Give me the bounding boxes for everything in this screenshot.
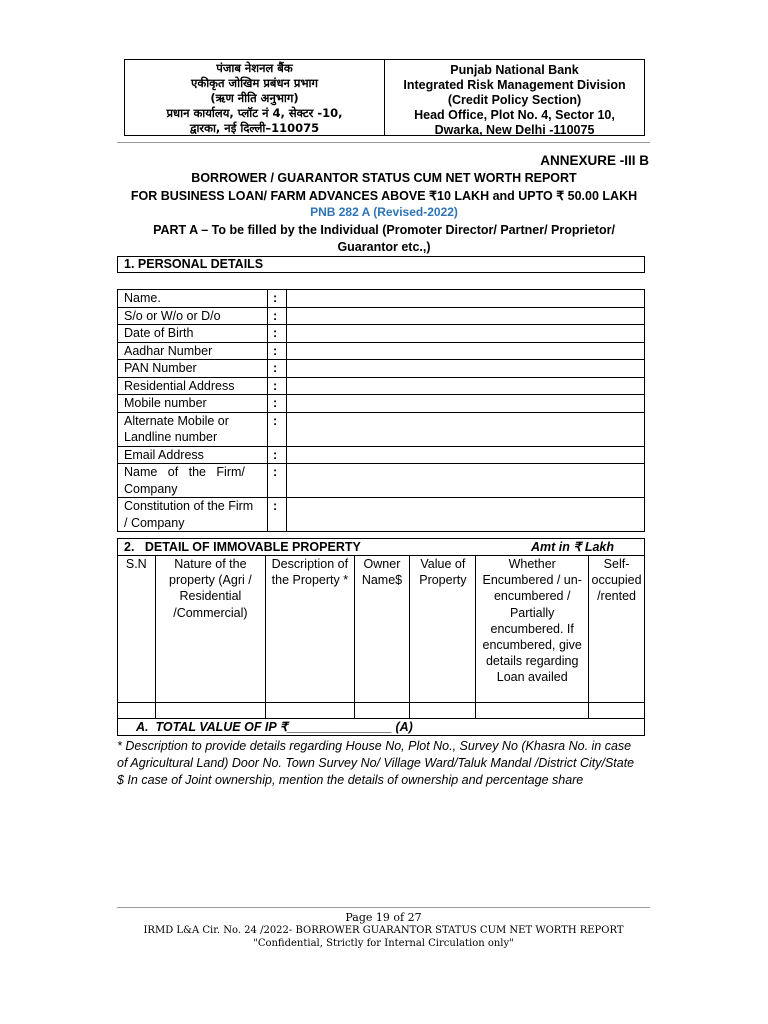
field-separator: : bbox=[268, 325, 287, 343]
field-row bbox=[118, 498, 645, 532]
field-row bbox=[118, 307, 645, 325]
field-label-line: Constitution of the Firm bbox=[124, 499, 254, 513]
field-value[interactable] bbox=[287, 360, 645, 378]
letterhead-english bbox=[385, 60, 644, 138]
hindi-line: (ऋण नीति अनुभाग) bbox=[210, 91, 299, 105]
field-row bbox=[118, 377, 645, 395]
hindi-line: द्वारका, नई दिल्ली–110075 bbox=[189, 121, 320, 135]
hindi-line: पंजाब नेशनल बैंक bbox=[216, 61, 293, 75]
confidential-note: "Confidential, Strictly for Internal Circulation only" bbox=[253, 938, 514, 949]
field-separator: : bbox=[268, 446, 287, 464]
field-separator: : bbox=[268, 290, 287, 308]
field-separator: : bbox=[268, 360, 287, 378]
property-table bbox=[117, 555, 645, 736]
english-line: (Credit Policy Section) bbox=[447, 93, 582, 107]
property-row bbox=[118, 703, 645, 719]
field-separator: : bbox=[268, 377, 287, 395]
field-label: Residential Address bbox=[118, 377, 268, 395]
field-value[interactable] bbox=[287, 498, 645, 532]
note-joint-ownership: $ In case of Joint ownership, mention the details of ownership and percentage share bbox=[117, 773, 584, 787]
field-row bbox=[118, 342, 645, 360]
field-label: Date of Birth bbox=[118, 325, 268, 343]
field-label: Email Address bbox=[118, 446, 268, 464]
field-label-line: / Company bbox=[124, 515, 185, 530]
field-separator: : bbox=[268, 342, 287, 360]
property-header-row bbox=[118, 556, 645, 703]
circular-reference: IRMD L&A Cir. No. 24 /2022- BORROWER GUARANTOR STATUS CUM NET WORTH REPORT bbox=[143, 925, 624, 936]
part-a-heading-cont: Guarantor etc.,) bbox=[337, 240, 431, 254]
field-label-line: Alternate Mobile or bbox=[124, 413, 229, 428]
section-immovable-property bbox=[117, 538, 645, 556]
english-line: Integrated Risk Management Division bbox=[403, 78, 626, 92]
field-row bbox=[118, 464, 645, 498]
col-nature: Nature of the property (Agri / Residential /Commercial) bbox=[155, 556, 266, 703]
field-value[interactable] bbox=[287, 325, 645, 343]
section-title: 2. DETAIL OF IMMOVABLE PROPERTY bbox=[124, 540, 361, 554]
field-value[interactable] bbox=[287, 342, 645, 360]
hindi-line: एकीकृत जोखिम प्रबंधन प्रभाग bbox=[191, 76, 318, 90]
total-row bbox=[118, 719, 645, 736]
field-label bbox=[118, 498, 268, 532]
footer-divider bbox=[117, 907, 650, 908]
hindi-line: प्रधान कार्यालय, प्लॉट नं 4, सेक्टर -10, bbox=[166, 106, 343, 120]
field-label: S/o or W/o or D/o bbox=[118, 307, 268, 325]
col-sn: S.N bbox=[118, 556, 156, 703]
note-description-cont: of Agricultural Land) Door No. Town Survey No/ Village Ward/Taluk Mandal /District City/State bbox=[117, 756, 635, 770]
field-label-line: Name of the Firm/ bbox=[124, 465, 245, 479]
field-label bbox=[118, 464, 268, 498]
cell[interactable] bbox=[589, 703, 645, 719]
form-number: PNB 282 A (Revised-2022) bbox=[310, 205, 458, 219]
col-occupancy: Self-occupied /rented bbox=[589, 556, 645, 703]
english-line: Head Office, Plot No. 4, Sector 10, bbox=[414, 108, 615, 122]
field-row bbox=[118, 446, 645, 464]
cell[interactable] bbox=[266, 703, 354, 719]
field-row bbox=[118, 325, 645, 343]
field-value[interactable] bbox=[287, 290, 645, 308]
cell[interactable] bbox=[118, 703, 156, 719]
field-separator: : bbox=[268, 412, 287, 446]
letterhead-hindi bbox=[125, 60, 385, 136]
amount-unit: Amt in ₹ Lakh bbox=[531, 540, 614, 554]
col-description: Description of the Property * bbox=[266, 556, 354, 703]
cell[interactable] bbox=[155, 703, 266, 719]
field-row bbox=[118, 395, 645, 413]
english-line: Dwarka, New Delhi -110075 bbox=[434, 123, 595, 137]
section-personal-details: 1. PERSONAL DETAILS bbox=[117, 256, 645, 273]
cell[interactable] bbox=[410, 703, 476, 719]
header-divider bbox=[117, 142, 650, 143]
field-label-line: Landline number bbox=[124, 430, 218, 444]
report-title: BORROWER / GUARANTOR STATUS CUM NET WORTH REPORT bbox=[191, 171, 577, 185]
field-value[interactable] bbox=[287, 412, 645, 446]
note-description: * Description to provide details regarding House No, Plot No., Survey No (Khasra No. in case bbox=[117, 739, 632, 753]
personal-details-table bbox=[117, 289, 645, 532]
field-separator: : bbox=[268, 464, 287, 498]
field-separator: : bbox=[268, 498, 287, 532]
english-line: Punjab National Bank bbox=[450, 63, 579, 77]
page-number: Page 19 of 27 bbox=[345, 911, 422, 924]
field-label: Name. bbox=[118, 290, 268, 308]
field-label: Mobile number bbox=[118, 395, 268, 413]
letterhead-box bbox=[124, 59, 645, 136]
field-separator: : bbox=[268, 307, 287, 325]
cell[interactable] bbox=[354, 703, 410, 719]
col-encumbrance: Whether Encumbered / un-encumbered / Partially encumbered. If encumbered, give details regarding Loan availed bbox=[476, 556, 589, 703]
field-value[interactable] bbox=[287, 464, 645, 498]
part-a-heading: PART A – To be filled by the Individual (Promoter Director/ Partner/ Proprietor/ bbox=[153, 223, 615, 237]
total-value-ip: A. TOTAL VALUE OF IP ₹_______________ (A) bbox=[118, 719, 645, 736]
field-value[interactable] bbox=[287, 395, 645, 413]
field-value[interactable] bbox=[287, 377, 645, 395]
col-owner: Owner Name$ bbox=[354, 556, 410, 703]
field-value[interactable] bbox=[287, 446, 645, 464]
col-value: Value of Property bbox=[410, 556, 476, 703]
field-row bbox=[118, 412, 645, 446]
field-label-line: Company bbox=[124, 481, 178, 496]
annexure-label: ANNEXURE -III B bbox=[540, 153, 649, 168]
field-row bbox=[118, 360, 645, 378]
field-value[interactable] bbox=[287, 307, 645, 325]
field-label: PAN Number bbox=[118, 360, 268, 378]
report-subtitle: FOR BUSINESS LOAN/ FARM ADVANCES ABOVE ₹10 LAKH and UPTO ₹ 50.00 LAKH bbox=[130, 189, 638, 203]
field-label: Aadhar Number bbox=[118, 342, 268, 360]
cell[interactable] bbox=[476, 703, 589, 719]
field-separator: : bbox=[268, 395, 287, 413]
field-row bbox=[118, 290, 645, 308]
field-label bbox=[118, 412, 268, 446]
